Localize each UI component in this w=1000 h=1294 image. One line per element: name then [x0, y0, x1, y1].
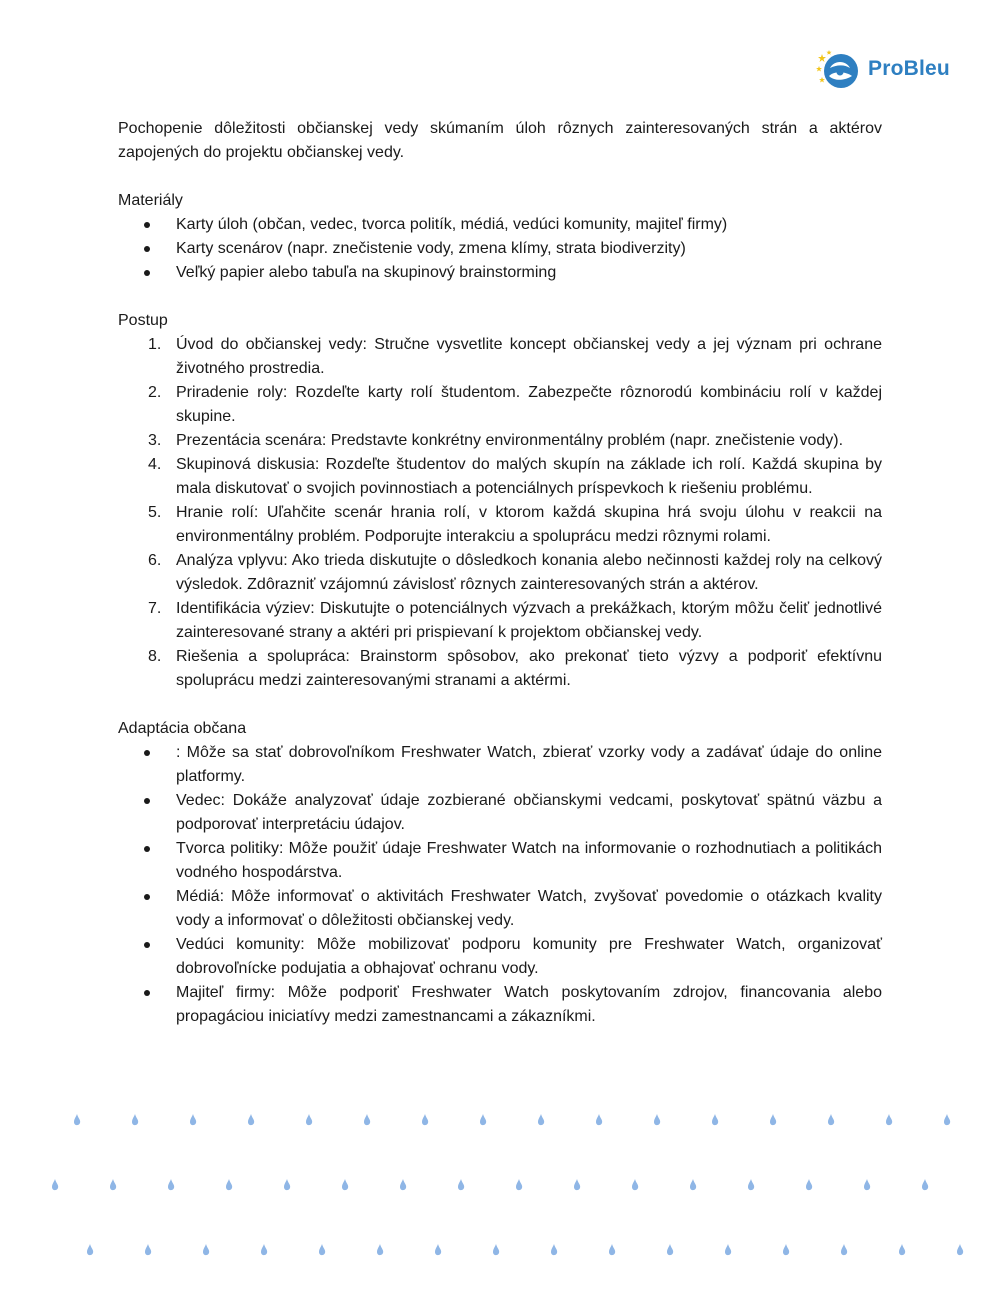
water-drop-icon: [203, 1244, 209, 1255]
list-item: 3. Prezentácia scenára: Predstavte konkrétny environmentálny problém (napr. znečistenie vody).: [118, 429, 882, 453]
bullet-icon: [144, 222, 150, 228]
probleu-logo-text: ProBleu: [868, 57, 950, 80]
water-drop-pattern: [0, 1100, 1000, 1280]
step-number: 6.: [148, 552, 162, 569]
list-item: Tvorca politiky: Môže použiť údaje Freshwater Watch na informovanie o rozhodnutiach a politikách vodného hospodárstva.: [118, 837, 882, 885]
water-drop-icon: [886, 1114, 892, 1125]
water-drop-icon: [110, 1179, 116, 1190]
bullet-icon: [144, 942, 150, 948]
water-drop-icon: [306, 1114, 312, 1125]
water-drop-icon: [87, 1244, 93, 1255]
water-drop-icon: [770, 1114, 776, 1125]
water-drop-icon: [806, 1179, 812, 1190]
list-item: Majiteľ firmy: Môže podporiť Freshwater Watch poskytovaním zdrojov, financovania alebo propagáciou iniciatívy medzi zamestnancami a zákazníkmi.: [118, 981, 882, 1029]
step-number: 1.: [148, 336, 162, 353]
water-drop-icon: [132, 1114, 138, 1125]
list-item: 4. Skupinová diskusia: Rozdeľte študentov do malých skupín na základe ich rolí. Každá skupina by mala diskutovať o svojich povinnostiach a potenciálnych príspevkoch k riešeniu problému.: [118, 453, 882, 501]
water-drop-icon: [712, 1114, 718, 1125]
water-drop-icon: [596, 1114, 602, 1125]
water-drop-icon: [435, 1244, 441, 1255]
water-drop-icon: [493, 1244, 499, 1255]
water-drop-icon: [364, 1114, 370, 1125]
step-number: 3.: [148, 432, 162, 449]
step-number: 8.: [148, 648, 162, 665]
list-item: Karty úloh (občan, vedec, tvorca politík, médiá, vedúci komunity, majiteľ firmy): [118, 213, 882, 237]
bullet-icon: [144, 894, 150, 900]
adaptation-list: [118, 741, 882, 1029]
water-drop-icon: [609, 1244, 615, 1255]
water-drop-icon: [864, 1179, 870, 1190]
intro-paragraph: Pochopenie dôležitosti občianskej vedy skúmaním úloh rôznych zainteresovaných strán a aktérov zapojených do projektu občianskej vedy.: [118, 120, 882, 161]
bullet-icon: [144, 990, 150, 996]
water-drop-icon: [944, 1114, 950, 1125]
water-drop-icon: [422, 1114, 428, 1125]
water-drop-icon: [458, 1179, 464, 1190]
water-drop-icon: [226, 1179, 232, 1190]
water-drop-icon: [400, 1179, 406, 1190]
water-drop-icon: [480, 1114, 486, 1125]
list-item: Karty scenárov (napr. znečistenie vody, zmena klímy, strata biodiverzity): [118, 237, 882, 261]
water-drop-icon: [284, 1179, 290, 1190]
bullet-icon: [144, 798, 150, 804]
water-drop-icon: [574, 1179, 580, 1190]
water-drop-icon: [516, 1179, 522, 1190]
list-item: 7. Identifikácia výziev: Diskutujte o potenciálnych výzvach a prekážkach, ktorým môžu čeliť jednotlivé zainteresované strany a aktéri pri prispievaní k projektom občianskej vedy.: [118, 597, 882, 645]
water-drop-icon: [922, 1179, 928, 1190]
list-item: Vedúci komunity: Môže mobilizovať podporu komunity pre Freshwater Watch, organizovať dobrovoľnícke podujatia a obhajovať ochranu vody.: [118, 933, 882, 981]
water-drop-icon: [841, 1244, 847, 1255]
water-drop-icon: [632, 1179, 638, 1190]
materials-heading: Materiály: [118, 192, 183, 209]
list-item: 8. Riešenia a spolupráca: Brainstorm spôsobov, ako prekonať tieto výzvy a podporiť efektívnu spoluprácu medzi zainteresovanými stranami a aktérmi.: [118, 645, 882, 693]
bullet-icon: [144, 750, 150, 756]
step-number: 7.: [148, 600, 162, 617]
step-number: 2.: [148, 384, 162, 401]
list-item: Veľký papier alebo tabuľa na skupinový brainstorming: [118, 261, 882, 285]
water-drop-icon: [748, 1179, 754, 1190]
materials-list: [118, 213, 882, 285]
water-drop-icon: [828, 1114, 834, 1125]
step-number: 5.: [148, 504, 162, 521]
step-number: 4.: [148, 456, 162, 473]
water-drop-icon: [145, 1244, 151, 1255]
list-item: 2. Priradenie roly: Rozdeľte karty rolí študentom. Zabezpečte rôznorodú kombináciu rolí v každej skupine.: [118, 381, 882, 429]
water-drop-icon: [74, 1114, 80, 1125]
water-drop-icon: [783, 1244, 789, 1255]
water-drop-icon: [261, 1244, 267, 1255]
list-item: 5. Hranie rolí: Uľahčite scenár hrania rolí, v ktorom každá skupina hrá svoju úlohu v reakcii na environmentálny problém. Podporujte interakciu a spoluprácu medzi rôznymi rolami.: [118, 501, 882, 549]
procedure-heading: Postup: [118, 312, 168, 329]
list-item: Médiá: Môže informovať o aktivitách Freshwater Watch, zvyšovať povedomie o otázkach kvality vody a informovať o dôležitosti občianskej vedy.: [118, 885, 882, 933]
water-drop-icon: [248, 1114, 254, 1125]
procedure-list: [118, 333, 882, 693]
water-drop-icon: [377, 1244, 383, 1255]
water-drop-icon: [725, 1244, 731, 1255]
water-drop-icon: [168, 1179, 174, 1190]
water-drop-icon: [190, 1114, 196, 1125]
bullet-icon: [144, 270, 150, 276]
water-drop-icon: [342, 1179, 348, 1190]
water-drop-icon: [899, 1244, 905, 1255]
water-drop-icon: [654, 1114, 660, 1125]
probleu-logo: [816, 46, 976, 92]
document-body: [118, 117, 882, 1029]
list-item: 6. Analýza vplyvu: Ako trieda diskutujte o dôsledkoch konania alebo nečinnosti každej roly na celkový výsledok. Zdôrazniť vzájomnú závislosť rôznych zainteresovaných strán a aktérov.: [118, 549, 882, 597]
adaptation-heading: Adaptácia občana: [118, 720, 247, 737]
list-item: : Môže sa stať dobrovoľníkom Freshwater Watch, zbierať vzorky vody a zadávať údaje do online platformy.: [118, 741, 882, 789]
water-drop-icon: [690, 1179, 696, 1190]
water-drop-icon: [52, 1179, 58, 1190]
water-drop-icon: [957, 1244, 963, 1255]
list-item: Vedec: Dokáže analyzovať údaje zozbierané občianskymi vedcami, poskytovať spätnú väzbu a podporovať interpretáciu údajov.: [118, 789, 882, 837]
bullet-icon: [144, 846, 150, 852]
probleu-emblem-icon: [816, 46, 862, 92]
water-drop-icon: [538, 1114, 544, 1125]
bullet-icon: [144, 246, 150, 252]
water-drop-icon: [551, 1244, 557, 1255]
list-item: 1. Úvod do občianskej vedy: Stručne vysvetlite koncept občianskej vedy a jej význam pri ochrane životného prostredia.: [118, 333, 882, 381]
water-drop-icon: [319, 1244, 325, 1255]
water-drop-icon: [667, 1244, 673, 1255]
